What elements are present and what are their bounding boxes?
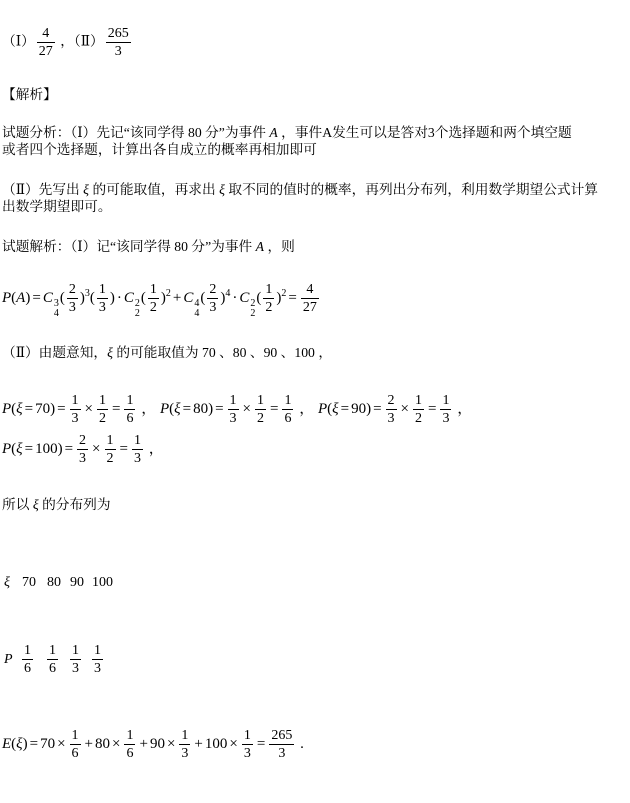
text-run: ( bbox=[140, 289, 146, 306]
numerator: 1 bbox=[24, 643, 31, 658]
math-variable: C bbox=[239, 289, 250, 306]
denominator: 3 bbox=[442, 411, 450, 426]
text-run: ) bbox=[25, 289, 31, 306]
numerator: 1 bbox=[284, 393, 292, 408]
fraction bbox=[77, 433, 88, 466]
fraction bbox=[207, 282, 218, 315]
text-run: 80 bbox=[95, 735, 111, 752]
analysis-part1-line bbox=[2, 124, 572, 141]
denominator: 6 bbox=[284, 411, 292, 426]
numerator: 1 bbox=[126, 728, 134, 743]
fraction bbox=[301, 282, 319, 315]
operator: = bbox=[182, 400, 192, 417]
operator: = bbox=[24, 400, 34, 417]
denominator: 3 bbox=[387, 411, 395, 426]
text-run: 90 bbox=[149, 735, 165, 752]
subscript: 2 bbox=[134, 308, 140, 320]
math-variable: A bbox=[255, 239, 265, 254]
text-run: 70 bbox=[40, 735, 56, 752]
math-variable: C bbox=[123, 289, 134, 306]
numerator: 1 bbox=[265, 282, 273, 297]
math-variable: C bbox=[42, 289, 53, 306]
numerator: 2 bbox=[79, 433, 87, 448]
text-run: ) bbox=[79, 289, 85, 306]
text-run: ，（Ⅱ） bbox=[56, 33, 104, 49]
math-variable: P bbox=[2, 440, 12, 457]
operator: = bbox=[64, 440, 74, 457]
numerator: 265 bbox=[107, 26, 129, 41]
denominator: 27 bbox=[302, 300, 317, 315]
denominator: 2 bbox=[99, 411, 107, 426]
text-run: 试题分析：（Ⅰ）先记“该同学得 80 分”为事件 bbox=[2, 125, 270, 140]
text-run: ) bbox=[22, 735, 28, 752]
numerator: 1 bbox=[181, 728, 189, 743]
numerator: 1 bbox=[94, 643, 101, 658]
text-run: 的分布列为 bbox=[38, 497, 111, 512]
math-variable: P bbox=[160, 400, 170, 417]
probability-line-1 bbox=[2, 393, 472, 426]
fraction bbox=[105, 433, 116, 466]
numerator: 1 bbox=[243, 728, 251, 743]
operator: × bbox=[112, 735, 121, 752]
denominator: 2 bbox=[265, 300, 273, 315]
numerator: 2 bbox=[209, 282, 217, 297]
text-run: ) bbox=[50, 400, 56, 417]
text-run: ， bbox=[453, 400, 473, 417]
numerator: 4 bbox=[37, 26, 55, 43]
text-run: ，事件A发生可以是答对3个选择题和两个填空题 bbox=[277, 125, 572, 140]
math-variable: P bbox=[318, 400, 328, 417]
probability-cell bbox=[47, 643, 70, 676]
operator: = bbox=[340, 400, 350, 417]
text-run: ) bbox=[208, 400, 214, 417]
value-cell: 90 bbox=[70, 575, 84, 590]
denominator: 3 bbox=[181, 746, 189, 761]
text-run: ) bbox=[57, 440, 63, 457]
fraction bbox=[440, 393, 451, 426]
analysis-part1-line bbox=[2, 141, 317, 158]
superscript: 2 bbox=[134, 298, 140, 310]
numerator: 1 bbox=[106, 433, 114, 448]
math-variable: ξ bbox=[107, 345, 113, 360]
text-run: 100 bbox=[204, 735, 228, 752]
text-run: ( bbox=[11, 289, 17, 306]
math-variable: ξ bbox=[16, 735, 23, 752]
numerator: 4 bbox=[301, 282, 319, 299]
operator: × bbox=[229, 735, 238, 752]
numerator: 1 bbox=[126, 393, 134, 408]
text-run: ) bbox=[366, 400, 372, 417]
operator: = bbox=[29, 735, 39, 752]
denominator: 27 bbox=[38, 44, 53, 59]
numerator: 1 bbox=[71, 393, 79, 408]
numerator: 1 bbox=[149, 282, 157, 297]
denominator: 3 bbox=[71, 411, 79, 426]
probability-a-formula bbox=[2, 282, 321, 319]
text-run: 的可能取值，再求出 bbox=[89, 182, 220, 197]
denominator: 3 bbox=[94, 661, 101, 676]
fraction bbox=[269, 728, 294, 761]
denominator: 3 bbox=[209, 300, 217, 315]
numerator: 1 bbox=[72, 643, 79, 658]
numerator: 1 bbox=[71, 728, 79, 743]
denominator: 3 bbox=[68, 300, 76, 315]
sub-superscript bbox=[250, 299, 255, 319]
probability-line-2 bbox=[2, 433, 164, 466]
operator: × bbox=[166, 735, 176, 752]
fraction bbox=[282, 393, 293, 426]
numerator: 2 bbox=[387, 393, 395, 408]
text-run: ( bbox=[11, 735, 17, 752]
operator: = bbox=[112, 400, 121, 417]
fraction bbox=[22, 643, 33, 676]
operator: = bbox=[57, 400, 66, 417]
operator: × bbox=[84, 400, 94, 417]
sub-superscript bbox=[194, 299, 199, 319]
operator: = bbox=[256, 735, 266, 752]
denominator: 2 bbox=[106, 451, 114, 466]
value-cell: 100 bbox=[92, 575, 113, 590]
fraction bbox=[255, 393, 266, 426]
text-run: ， bbox=[144, 440, 164, 457]
fraction bbox=[242, 728, 253, 761]
numerator: 2 bbox=[68, 282, 76, 297]
text-run: ( bbox=[169, 400, 175, 417]
operator: + bbox=[139, 735, 148, 752]
probability-cell bbox=[92, 643, 124, 676]
operator: = bbox=[215, 400, 224, 417]
math-variable: C bbox=[183, 289, 194, 306]
fraction bbox=[67, 282, 78, 315]
math-variable: ξ bbox=[83, 182, 90, 197]
operator: = bbox=[428, 400, 437, 417]
text-run: 所以 bbox=[2, 497, 33, 512]
operator: · bbox=[116, 289, 122, 306]
operator: = bbox=[373, 400, 382, 417]
exponent: 2 bbox=[165, 287, 171, 299]
math-variable: ξ bbox=[32, 497, 39, 512]
denominator: 3 bbox=[98, 300, 106, 315]
operator: = bbox=[119, 440, 128, 457]
text-run: ， bbox=[137, 400, 160, 417]
denominator: 6 bbox=[71, 746, 79, 761]
denominator: 3 bbox=[79, 451, 87, 466]
numerator: 1 bbox=[229, 393, 237, 408]
math-variable: P bbox=[2, 289, 12, 306]
operator: + bbox=[84, 735, 94, 752]
text-run: ) bbox=[160, 289, 166, 306]
text-run: 【解析】 bbox=[2, 87, 57, 102]
fraction bbox=[70, 728, 81, 761]
operator: × bbox=[92, 440, 101, 457]
text-run: （Ⅱ）由题意知， bbox=[2, 345, 108, 360]
value-cell: 80 bbox=[47, 575, 61, 590]
math-variable: ξ bbox=[332, 400, 339, 417]
denominator: 3 bbox=[243, 746, 251, 761]
possible-values-line bbox=[2, 344, 332, 361]
fraction bbox=[132, 433, 143, 466]
text-run: 80 bbox=[193, 400, 209, 417]
subscript: 4 bbox=[53, 308, 59, 320]
solution-intro bbox=[2, 238, 295, 255]
analysis-part2-line bbox=[2, 181, 598, 198]
numerator: 1 bbox=[415, 393, 423, 408]
sub-superscript bbox=[54, 299, 59, 319]
text-run: ，则 bbox=[264, 239, 295, 254]
fraction bbox=[70, 393, 81, 426]
text-run: ( bbox=[59, 289, 65, 306]
math-variable: P bbox=[2, 400, 12, 417]
distribution-row-probabilities bbox=[4, 643, 124, 676]
value-cell: 70 bbox=[22, 575, 36, 590]
operator: + bbox=[194, 735, 203, 752]
numerator: 1 bbox=[99, 393, 107, 408]
expectation-formula bbox=[2, 728, 304, 761]
denominator: 2 bbox=[415, 411, 423, 426]
fraction bbox=[70, 643, 81, 676]
fraction bbox=[228, 393, 239, 426]
numerator: 1 bbox=[133, 433, 141, 448]
operator: = bbox=[24, 440, 34, 457]
denominator: 2 bbox=[257, 411, 265, 426]
text-run: （Ⅰ） bbox=[2, 33, 35, 49]
fraction bbox=[148, 282, 159, 315]
math-variable: ξ bbox=[16, 440, 23, 457]
exponent: 4 bbox=[225, 287, 231, 299]
text-run: ) bbox=[220, 289, 226, 306]
denominator: 3 bbox=[72, 661, 79, 676]
text-run: ) bbox=[109, 289, 115, 306]
fraction bbox=[179, 728, 190, 761]
operator: = bbox=[32, 289, 41, 306]
math-variable: A bbox=[16, 289, 26, 306]
fraction bbox=[124, 393, 135, 426]
text-run: 或者四个选择题，计算出各自成立的概率再相加即可 bbox=[2, 142, 317, 157]
operator: · bbox=[232, 289, 238, 306]
text-run: ( bbox=[89, 289, 95, 306]
math-variable: ξ bbox=[174, 400, 181, 417]
fraction bbox=[413, 393, 424, 426]
text-run: 100 bbox=[35, 440, 58, 457]
text-run: ( bbox=[11, 400, 17, 417]
fraction bbox=[97, 282, 108, 315]
operator: × bbox=[242, 400, 252, 417]
denominator: 6 bbox=[49, 661, 56, 676]
fraction bbox=[47, 643, 58, 676]
denominator: 6 bbox=[126, 411, 134, 426]
superscript: 3 bbox=[53, 298, 59, 310]
analysis-part2-line bbox=[2, 198, 112, 215]
superscript: 2 bbox=[250, 298, 256, 310]
subscript: 4 bbox=[194, 308, 200, 320]
superscript: 4 bbox=[194, 298, 200, 310]
fraction bbox=[263, 282, 274, 315]
math-variable: ξ bbox=[16, 400, 23, 417]
denominator: 3 bbox=[229, 411, 237, 426]
probability-cell bbox=[70, 643, 92, 676]
math-variable: ξ bbox=[219, 182, 225, 197]
text-run: . bbox=[296, 735, 304, 752]
text-run: 取不同的值时的概率，再列出分布列，利用数学期望公式计算 bbox=[224, 182, 598, 197]
numerator: 1 bbox=[257, 393, 265, 408]
denominator: 3 bbox=[114, 44, 122, 59]
operator: = bbox=[288, 289, 297, 306]
denominator: 3 bbox=[278, 746, 286, 761]
text-run: ( bbox=[11, 440, 17, 457]
text-run: ( bbox=[327, 400, 333, 417]
numerator: 1 bbox=[49, 643, 56, 658]
fraction bbox=[106, 26, 131, 59]
subscript: 2 bbox=[250, 308, 256, 320]
denominator: 3 bbox=[133, 451, 141, 466]
analysis-heading bbox=[2, 86, 57, 103]
sub-superscript bbox=[135, 299, 140, 319]
operator: × bbox=[400, 400, 410, 417]
fraction bbox=[37, 26, 55, 59]
numerator: 265 bbox=[271, 728, 293, 743]
p-label: P bbox=[4, 652, 13, 667]
denominator: 2 bbox=[149, 300, 157, 315]
denominator: 6 bbox=[24, 661, 31, 676]
probability-cell bbox=[22, 643, 47, 676]
distribution-row-values bbox=[4, 574, 124, 591]
math-variable: E bbox=[2, 735, 12, 752]
answer-line bbox=[2, 26, 133, 59]
fraction bbox=[386, 393, 397, 426]
text-run: 90 bbox=[351, 400, 367, 417]
text-run: 70 bbox=[35, 400, 51, 417]
distribution-intro bbox=[2, 496, 111, 513]
xi-label: ξ bbox=[4, 575, 10, 590]
fraction bbox=[92, 643, 103, 676]
exponent: 3 bbox=[84, 287, 90, 299]
text-run: 出数学期望即可。 bbox=[2, 199, 112, 214]
text-run: 的可能取值为 70 、80 、90 、100 ， bbox=[113, 345, 333, 360]
text-run: 试题解析：（Ⅰ）记“该同学得 80 分”为事件 bbox=[2, 239, 256, 254]
math-variable: A bbox=[269, 125, 278, 140]
exponent: 2 bbox=[281, 287, 287, 299]
operator: + bbox=[172, 289, 182, 306]
fraction bbox=[97, 393, 108, 426]
text-run: （Ⅱ）先写出 bbox=[2, 182, 84, 197]
text-run: ( bbox=[200, 289, 206, 306]
numerator: 1 bbox=[98, 282, 106, 297]
numerator: 1 bbox=[442, 393, 450, 408]
text-run: ) bbox=[276, 289, 282, 306]
text-run: ， bbox=[295, 400, 318, 417]
text-run: ( bbox=[256, 289, 262, 306]
denominator: 6 bbox=[126, 746, 134, 761]
operator: × bbox=[57, 735, 66, 752]
operator: = bbox=[270, 400, 279, 417]
fraction bbox=[124, 728, 135, 761]
